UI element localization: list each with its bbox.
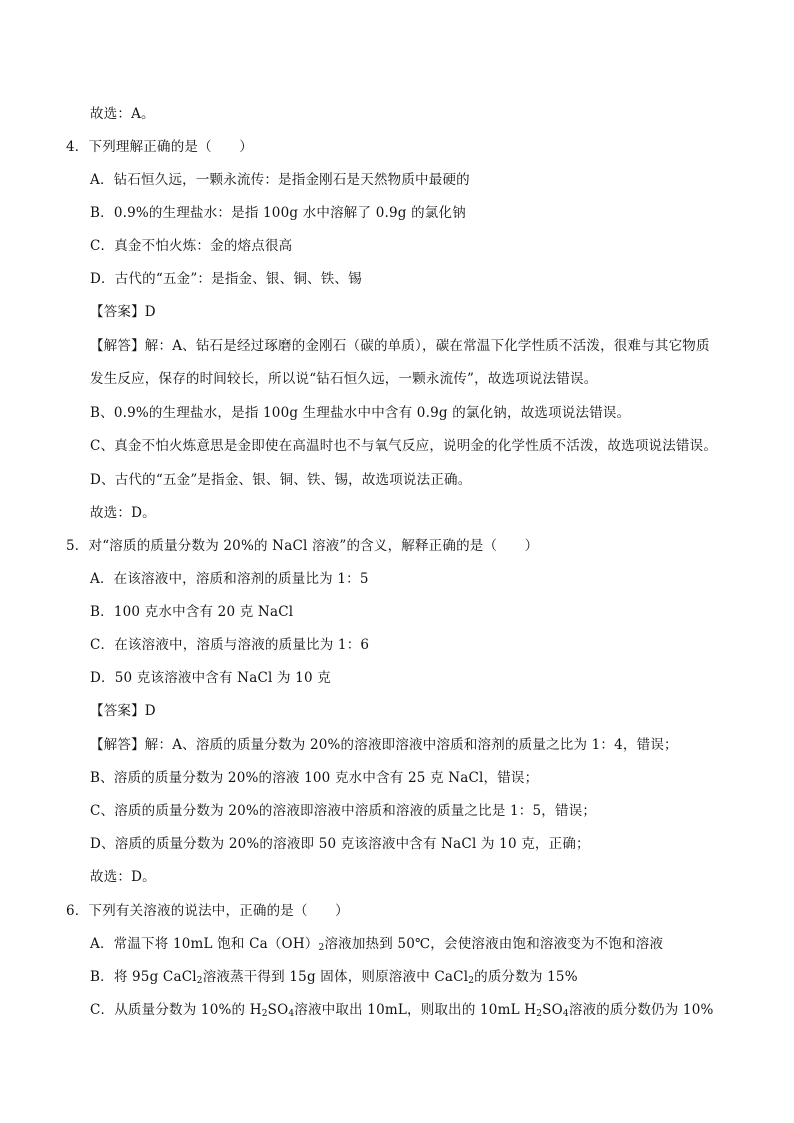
subscript: 2 [196,976,203,986]
q5-option-b: B．100 克水中含有 20 克 NaCl [90,604,294,620]
q5-option-a: A．在该溶液中，溶质和溶剂的质量比为 1：5 [90,571,369,587]
q4-solution-line-5: D、古代的“五金”是指金、银、铜、铁、锡，故选项说法正确。 [90,472,472,488]
subscript: 4 [288,1009,295,1019]
q4-option-d: D．古代的“五金”：是指金、银、铜、铁、锡 [90,271,362,287]
q4-conclusion: 故选：D。 [90,505,156,521]
q4-solution-line-1: 【解答】解：A、钻石是经过琢磨的金刚石（碳的单质），碳在常温下化学性质不活泼，很难与其它物质 [90,338,710,354]
q6-option-a-text: A．常温下将 10mL 饱和 Ca（OH） [90,936,319,952]
q5-solution-line-4: D、溶质的质量分数为 20%的溶液即 50 克该溶液中含有 NaCl 为 10 克，正确； [90,836,590,852]
q4-option-b: B．0.9%的生理盐水：是指 100g 水中溶解了 0.9g 的氯化钠 [90,205,466,221]
q6-question: 6．下列有关溶液的说法中，正确的是（ ） [66,903,349,919]
subscript: 2 [318,943,325,953]
q6-option-c-text: SO [542,1002,563,1018]
q3-conclusion: 故选：A。 [90,106,155,122]
q6-option-b-text: B．将 95g CaCl [90,969,197,985]
q4-solution-line-4: C、真金不怕火炼意思是金即使在高温时也不与氧气反应，说明金的化学性质不活泼，故选项说法错误。 [90,438,718,454]
q5-solution-line-1: 【解答】解：A、溶质的质量分数为 20%的溶液即溶液中溶质和溶剂的质量之比为 1：4，错误； [90,737,678,753]
subscript: 2 [261,1009,268,1019]
q6-option-b [90,968,578,990]
q6-option-a [90,935,663,957]
q4-option-c: C．真金不怕火炼：金的熔点很高 [90,238,293,254]
q5-question: 5．对“溶质的质量分数为 20%的 NaCl 溶液”的含义，解释正确的是（ ） [66,538,539,554]
q4-question: 4．下列理解正确的是（ ） [66,139,253,155]
q4-solution-line-3: B、0.9%的生理盐水，是指 100g 生理盐水中中含有 0.9g 的氯化钠，故选项说法错误。 [90,405,631,421]
q6-option-b-text: 溶液蒸干得到 15g 固体，则原溶液中 CaCl [202,969,469,985]
q6-option-c-text: C．从质量分数为 10%的 H [90,1002,262,1018]
q4-answer: 【答案】D [90,304,156,320]
q6-option-c [90,1001,714,1023]
q5-conclusion: 故选：D。 [90,869,156,885]
q5-option-c: C．在该溶液中，溶质与溶液的质量比为 1：6 [90,637,370,653]
q5-option-d: D．50 克该溶液中含有 NaCl 为 10 克 [90,670,331,686]
q6-option-c-text: 溶液中取出 10mL，则取出的 10mL H [294,1002,537,1018]
subscript: 2 [536,1009,543,1019]
q4-option-a: A．钻石恒久远，一颗永流传：是指金刚石是天然物质中最硬的 [90,172,470,188]
subscript: 2 [468,976,475,986]
q5-solution-line-2: B、溶质的质量分数为 20%的溶液 100 克水中含有 25 克 NaCl，错误； [90,770,539,786]
q4-solution-line-2: 发生反应，保存的时间较长，所以说“钻石恒久远，一颗永流传”，故选项说法错误。 [90,371,598,387]
subscript: 4 [562,1009,569,1019]
q6-option-a-text: 溶液加热到 50℃，会使溶液由饱和溶液变为不饱和溶液 [324,936,664,952]
q5-answer: 【答案】D [90,703,156,719]
q6-option-b-text: 的质分数为 15% [474,969,578,985]
q6-option-c-text: 溶液的质分数仍为 10% [568,1002,714,1018]
q5-solution-line-3: C、溶质的质量分数为 20%的溶液即溶液中溶质和溶液的质量之比是 1：5，错误； [90,803,597,819]
q6-option-c-text: SO [267,1002,289,1018]
